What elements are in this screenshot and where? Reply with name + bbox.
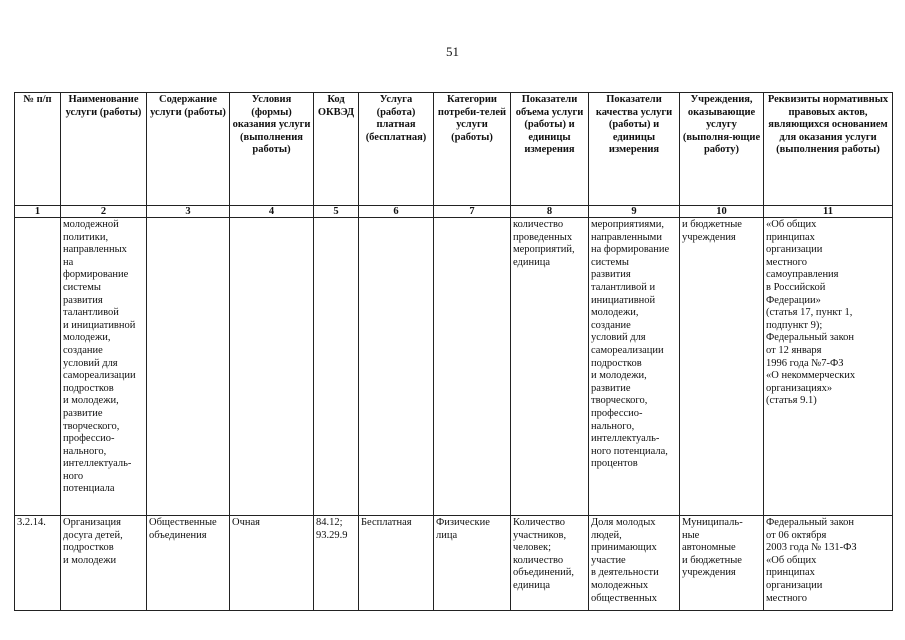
page-number: 51 [446, 44, 459, 59]
header-content: Содержание услуги (работы) [147, 93, 230, 206]
header-legal: Реквизиты нормативных правовых актов, являющихся основанием для оказания услуги (выполнения работы) [764, 93, 893, 206]
cell-okved [314, 218, 359, 516]
header-category: Категории потреби-телей услуги (работы) [434, 93, 511, 206]
column-number: 4 [230, 206, 314, 218]
column-number-row [15, 206, 893, 218]
header-quality: Показатели качества услуги (работы) и единицы измерения [589, 93, 680, 206]
cell-conditions [230, 218, 314, 516]
cell-category: Физические лица [434, 516, 511, 611]
cell-num: 3.2.14. [15, 516, 61, 611]
cell-legal: «Об общих принципах организации местного самоуправления в Российской Федерации» (статья 17, пункт 1, подпункт 9); Федеральный закон от 12 января 1996 года №7-ФЗ «О некоммерческих организациях» (статья 9.1) [764, 218, 893, 516]
header-paid: Услуга (работа) платная (бесплатная) [359, 93, 434, 206]
column-number: 8 [511, 206, 589, 218]
column-number: 6 [359, 206, 434, 218]
cell-content: Общественные объединения [147, 516, 230, 611]
header-okved: Код ОКВЭД [314, 93, 359, 206]
column-number: 2 [61, 206, 147, 218]
header-row [15, 93, 893, 206]
cell-legal: Федеральный закон от 06 октября 2003 года № 131-ФЗ «Об общих принципах организации местного [764, 516, 893, 611]
cell-category [434, 218, 511, 516]
cell-name: молодежной политики, направленных на формирование системы развития талантливой и инициативной молодежи, создание условий для самореализации подростков и молодежи, развитие творческого, профессио- нального, интеллектуаль- ного потенциала [61, 218, 147, 516]
table-row [15, 218, 893, 516]
column-number: 3 [147, 206, 230, 218]
column-number: 9 [589, 206, 680, 218]
cell-quality: мероприятиями, направленными на формирование системы развития талантливой и инициативной молодежи, создание условий для самореализации подростков и молодежи, развитие творческого, профессио- нального, интеллектуаль- ного потенциала, процентов [589, 218, 680, 516]
cell-okved: 84.12; 93.29.9 [314, 516, 359, 611]
header-institutions: Учреждения, оказывающие услугу (выполня-ющие работу) [680, 93, 764, 206]
column-number: 10 [680, 206, 764, 218]
cell-paid: Бесплатная [359, 516, 434, 611]
column-number: 11 [764, 206, 893, 218]
cell-conditions: Очная [230, 516, 314, 611]
cell-name: Организация досуга детей, подростков и молодежи [61, 516, 147, 611]
cell-num [15, 218, 61, 516]
header-num: № п/п [15, 93, 61, 206]
cell-institutions: Муниципаль- ные автономные и бюджетные учреждения [680, 516, 764, 611]
cell-paid [359, 218, 434, 516]
column-number: 5 [314, 206, 359, 218]
table-row [15, 516, 893, 611]
header-volume: Показатели объема услуги (работы) и единицы измерения [511, 93, 589, 206]
services-table [14, 92, 893, 611]
cell-volume: количество проведенных мероприятий, единица [511, 218, 589, 516]
column-number: 1 [15, 206, 61, 218]
column-number: 7 [434, 206, 511, 218]
cell-quality: Доля молодых людей, принимающих участие в деятельности молодежных общественных [589, 516, 680, 611]
cell-volume: Количество участников, человек; количество объединений, единица [511, 516, 589, 611]
header-conditions: Условия (формы) оказания услуги (выполнения работы) [230, 93, 314, 206]
header-name: Наименование услуги (работы) [61, 93, 147, 206]
cell-content [147, 218, 230, 516]
cell-institutions: и бюджетные учреждения [680, 218, 764, 516]
